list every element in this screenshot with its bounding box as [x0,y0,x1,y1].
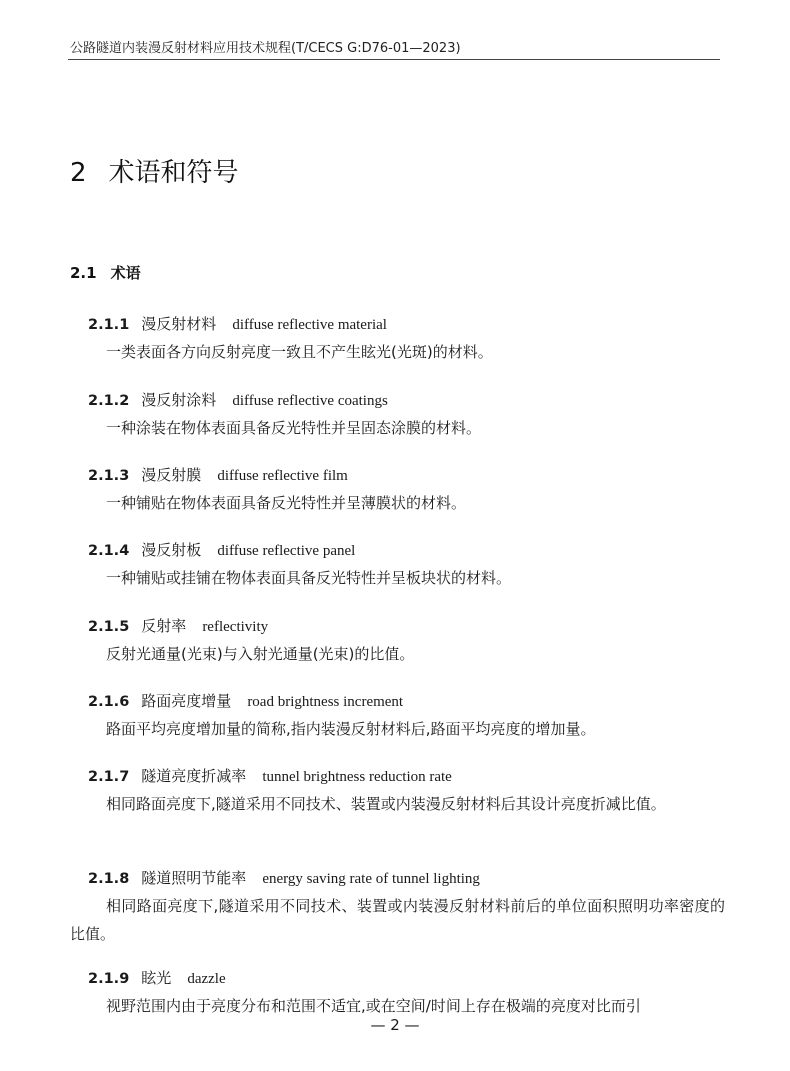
term-entry [70,764,725,818]
term-chinese: 漫反射材料 [141,315,217,333]
running-head: 公路隧道内装漫反射材料应用技术规程(T/CECS G:D76-01—2023) [70,41,461,56]
header-rule [68,59,720,60]
term-entry [70,463,725,517]
term-english: road brightness increment [247,694,404,710]
term-entry [70,614,725,668]
section-title-text: 术语 [110,264,141,282]
term-number: 2.1.4 [88,543,130,559]
term-heading [70,614,725,638]
term-english: tunnel brightness reduction rate [262,769,452,785]
term-number: 2.1.2 [88,393,130,409]
term-number: 2.1.9 [88,971,130,987]
term-chinese: 漫反射板 [141,541,202,559]
term-definition: 一类表面各方向反射亮度一致且不产生眩光(光斑)的材料。 [106,343,493,361]
term-number: 2.1.5 [88,619,130,635]
term-definition: 视野范围内由于亮度分布和范围不适宜,或在空间/时间上存在极端的亮度对比而引 [106,997,641,1015]
section-number: 2.1 [70,264,97,282]
term-english: diffuse reflective coatings [232,393,388,409]
term-heading [70,866,725,890]
term-chinese: 漫反射膜 [141,466,202,484]
term-definition: 相同路面亮度下,隧道采用不同技术、装置或内装漫反射材料后其设计亮度折减比值。 [106,795,666,813]
term-heading [70,538,725,562]
term-definition: 一种涂装在物体表面具备反光特性并呈固态涂膜的材料。 [106,419,482,437]
term-number: 2.1.1 [88,317,130,333]
term-heading [70,966,725,990]
term-definition: 路面平均亮度增加量的简称,指内装漫反射材料后,路面平均亮度的增加量。 [106,720,596,738]
term-number: 2.1.3 [88,468,130,484]
term-definition: 一种铺贴或挂铺在物体表面具备反光特性并呈板块状的材料。 [106,569,512,587]
term-english: reflectivity [202,619,269,635]
term-english: diffuse reflective material [232,317,387,333]
term-entry [70,689,725,743]
term-chinese: 路面亮度增量 [141,692,232,710]
term-chinese: 隧道照明节能率 [141,869,247,887]
term-english: energy saving rate of tunnel lighting [262,871,480,887]
term-heading [70,689,725,713]
section-title [70,262,141,283]
term-heading [70,764,725,788]
term-definition: 一种铺贴在物体表面具备反光特性并呈薄膜状的材料。 [106,494,467,512]
term-english: diffuse reflective panel [217,543,356,559]
term-chinese: 隧道亮度折减率 [141,767,247,785]
term-heading [70,312,725,336]
term-definition: 相同路面亮度下,隧道采用不同技术、装置或内装漫反射材料前后的单位面积照明功率密度的比值。 [70,897,725,943]
term-entry [70,538,725,592]
term-number: 2.1.8 [88,871,130,887]
term-heading [70,463,725,487]
chapter-title-text: 术语和符号 [108,158,239,188]
term-entry [70,312,725,366]
term-entry [70,966,725,1020]
term-entry [70,866,725,948]
term-chinese: 反射率 [141,617,187,635]
term-english: dazzle [187,971,226,987]
term-definition: 反射光通量(光束)与入射光通量(光束)的比值。 [106,645,415,663]
chapter-title [70,152,239,189]
term-chinese: 眩光 [141,969,172,987]
term-heading [70,388,725,412]
term-chinese: 漫反射涂料 [141,391,217,409]
term-number: 2.1.6 [88,694,130,710]
page-number: — 2 — [370,1016,420,1034]
term-number: 2.1.7 [88,769,130,785]
chapter-number: 2 [70,158,87,188]
term-english: diffuse reflective film [217,468,348,484]
term-entry [70,388,725,442]
